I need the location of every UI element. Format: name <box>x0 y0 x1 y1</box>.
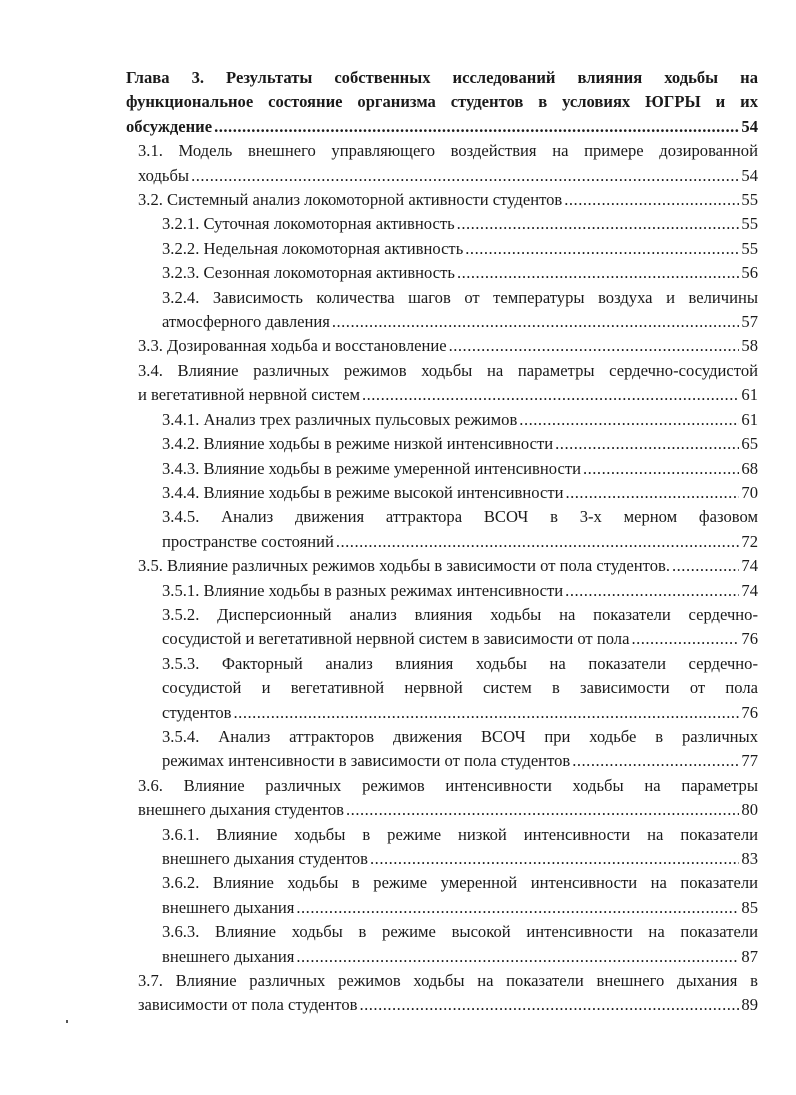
toc-entry-title: 3.5. Влияние различных режимов ходьбы в зависимости от пола студентов. <box>138 556 670 576</box>
toc-page-number: 54 <box>741 116 758 136</box>
toc-entry-title: пространстве состояний <box>162 531 334 551</box>
toc-entry-l1 <box>126 554 758 578</box>
toc-entry-wrapped-lines <box>138 359 758 383</box>
dot-leader <box>572 749 739 773</box>
toc-page-number: 65 <box>741 434 758 454</box>
toc-entry-line: сосудистой и вегетативной нервной систем в зависимости от пола <box>162 678 758 698</box>
toc-page-number: 61 <box>741 385 758 405</box>
toc-entry-last-line <box>162 457 758 481</box>
toc-entry-line: 3.7. Влияние различных режимов ходьбы на показатели внешнего дыхания в <box>138 971 758 991</box>
toc-entry-last-line <box>162 896 758 920</box>
toc-entry-last-line <box>162 237 758 261</box>
toc-entry-title: 3.3. Дозированная ходьба и восстановление <box>138 336 447 356</box>
toc-entry-last-line <box>162 310 758 334</box>
toc-entry-line: 3.6.2. Влияние ходьбы в режиме умеренной интенсивности на показатели <box>162 873 758 893</box>
toc-entry-l2 <box>126 237 758 261</box>
dot-leader <box>631 627 739 651</box>
toc-entry-last-line <box>162 945 758 969</box>
toc-entry-l1 <box>126 334 758 358</box>
dot-leader <box>370 847 739 871</box>
toc-entry-line: 3.2.4. Зависимость количества шагов от температуры воздуха и величины <box>162 287 758 307</box>
toc-page-number: 61 <box>741 409 758 429</box>
toc-entry-title: студентов <box>162 702 232 722</box>
toc-entry-line: Глава 3. Результаты собственных исследований влияния ходьбы на <box>126 68 758 87</box>
toc-page-number: 54 <box>741 165 758 185</box>
toc-page-number: 68 <box>741 458 758 478</box>
scan-speck <box>66 1020 68 1023</box>
dot-leader <box>362 383 739 407</box>
toc-entry-wrapped-lines <box>162 505 758 529</box>
toc-page-number: 55 <box>741 190 758 210</box>
toc-entry-title: внешнего дыхания <box>162 946 295 966</box>
toc-page-number: 56 <box>741 263 758 283</box>
toc-entry-line: 3.1. Модель внешнего управляющего воздействия на примере дозированной <box>138 141 758 161</box>
toc-entry-last-line <box>162 261 758 285</box>
toc-entry-l1 <box>126 359 758 408</box>
toc-entry-last-line <box>138 554 758 578</box>
dot-leader <box>214 115 739 139</box>
toc-entry-wrapped-lines <box>162 823 758 847</box>
toc-entry-wrapped-lines <box>126 66 758 115</box>
toc-entry-wrapped-lines <box>138 139 758 163</box>
toc-entry-l2 <box>126 481 758 505</box>
toc-page-number: 74 <box>741 556 758 576</box>
toc-page-number: 85 <box>741 897 758 917</box>
toc-page-number: 76 <box>741 702 758 722</box>
toc-entry-title: режимах интенсивности в зависимости от пола студентов <box>162 751 571 771</box>
toc-page-number: 87 <box>741 946 758 966</box>
toc-page-number: 72 <box>741 531 758 551</box>
toc-entry-l2 <box>126 920 758 969</box>
toc-page-number: 80 <box>741 800 758 820</box>
toc-entry-line: 3.5.4. Анализ аттракторов движения ВСОЧ при ходьбе в различных <box>162 726 758 746</box>
toc-entry-l2 <box>126 871 758 920</box>
toc-entry-chapter <box>126 66 758 139</box>
dot-leader <box>449 334 740 358</box>
toc-entry-wrapped-lines <box>162 603 758 627</box>
dot-leader <box>332 310 740 334</box>
toc-entry-title: 3.2.3. Сезонная локомоторная активность <box>162 263 455 283</box>
toc-entry-title: 3.5.1. Влияние ходьбы в разных режимах интенсивности <box>162 580 564 600</box>
toc-entry-last-line <box>162 212 758 236</box>
toc-page-number: 55 <box>741 238 758 258</box>
dot-leader <box>583 457 739 481</box>
dot-leader <box>359 993 739 1017</box>
dot-leader <box>296 945 739 969</box>
toc-entry-last-line <box>138 164 758 188</box>
dot-leader <box>191 164 739 188</box>
toc-entry-l2 <box>126 579 758 603</box>
toc-page-number: 83 <box>741 849 758 868</box>
toc-entry-title: 3.4.2. Влияние ходьбы в режиме низкой интенсивности <box>162 434 554 454</box>
toc-entry-l2 <box>126 823 758 872</box>
toc-entry-wrapped-lines <box>138 969 758 993</box>
toc-entry-last-line <box>162 481 758 505</box>
toc-entry-last-line <box>138 188 758 212</box>
toc-page-number: 76 <box>741 629 758 649</box>
toc-entry-line: 3.4. Влияние различных режимов ходьбы на параметры сердечно-сосудистой <box>138 360 758 380</box>
dot-leader <box>555 432 739 456</box>
toc-entry-l2 <box>126 212 758 236</box>
toc-entry-title: внешнего дыхания студентов <box>162 849 369 868</box>
toc-page-number: 57 <box>741 312 758 332</box>
toc-entry-l2 <box>126 261 758 285</box>
toc-entry-l2 <box>126 725 758 774</box>
toc-page-number: 70 <box>741 482 758 502</box>
table-of-contents <box>126 66 758 1018</box>
toc-entry-last-line <box>138 993 758 1017</box>
toc-entry-wrapped-lines <box>162 920 758 944</box>
toc-entry-title: зависимости от пола студентов <box>138 995 358 1015</box>
toc-entry-title: внешнего дыхания студентов <box>138 800 345 820</box>
dot-leader <box>565 579 739 603</box>
toc-entry-wrapped-lines <box>162 286 758 310</box>
toc-entry-line: 3.6.1. Влияние ходьбы в режиме низкой интенсивности на показатели <box>162 824 758 844</box>
toc-entry-line: функциональное состояние организма студентов в условиях ЮГРЫ и их <box>126 92 758 112</box>
toc-page-number: 74 <box>741 580 758 600</box>
toc-page-number: 77 <box>741 751 758 771</box>
toc-entry-title: 3.2.1. Суточная локомоторная активность <box>162 214 455 234</box>
dot-leader <box>564 188 739 212</box>
toc-entry-last-line <box>138 798 758 822</box>
toc-entry-title: и вегетативной нервной систем <box>138 385 360 405</box>
toc-entry-wrapped-lines <box>162 725 758 749</box>
dot-leader <box>519 408 739 432</box>
toc-entry-l2 <box>126 505 758 554</box>
toc-entry-title: 3.4.1. Анализ трех различных пульсовых режимов <box>162 409 518 429</box>
toc-entry-title: 3.4.3. Влияние ходьбы в режиме умеренной интенсивности <box>162 458 581 478</box>
toc-entry-l2 <box>126 457 758 481</box>
toc-entry-title: 3.2.2. Недельная локомоторная активность <box>162 238 464 258</box>
toc-page-number: 55 <box>741 214 758 234</box>
toc-page-number: 58 <box>741 336 758 356</box>
toc-entry-l1 <box>126 188 758 212</box>
toc-entry-l1 <box>126 774 758 823</box>
toc-entry-last-line <box>138 334 758 358</box>
toc-entry-line: 3.6. Влияние различных режимов интенсивности ходьбы на параметры <box>138 775 758 795</box>
toc-entry-last-line <box>162 749 758 773</box>
toc-entry-last-line <box>162 408 758 432</box>
toc-entry-last-line <box>162 432 758 456</box>
dot-leader <box>565 481 739 505</box>
dot-leader <box>336 530 740 554</box>
toc-entry-line: 3.5.2. Дисперсионный анализ влияния ходьбы на показатели сердечно- <box>162 604 758 624</box>
toc-entry-line: 3.4.5. Анализ движения аттрактора ВСОЧ в 3-х мерном фазовом <box>162 507 758 527</box>
dot-leader <box>457 261 739 285</box>
toc-entry-wrapped-lines <box>138 774 758 798</box>
toc-entry-wrapped-lines <box>162 652 758 701</box>
toc-entry-l1 <box>126 969 758 1018</box>
toc-entry-last-line <box>162 530 758 554</box>
dot-leader <box>234 701 740 725</box>
dot-leader <box>457 212 740 236</box>
toc-entry-title: внешнего дыхания <box>162 897 295 917</box>
toc-entry-last-line <box>162 847 758 871</box>
toc-entry-line: 3.6.3. Влияние ходьбы в режиме высокой интенсивности на показатели <box>162 922 758 942</box>
dot-leader <box>672 554 739 578</box>
toc-entry-l1 <box>126 139 758 188</box>
toc-entry-wrapped-lines <box>162 871 758 895</box>
dot-leader <box>346 798 739 822</box>
toc-entry-title: сосудистой и вегетативной нервной систем в зависимости от пола <box>162 629 630 649</box>
toc-entry-line: 3.5.3. Факторный анализ влияния ходьбы на показатели сердечно- <box>162 653 758 673</box>
toc-entry-last-line <box>162 701 758 725</box>
toc-entry-last-line <box>126 115 758 139</box>
toc-entry-l2 <box>126 603 758 652</box>
dot-leader <box>296 896 739 920</box>
toc-entry-l2 <box>126 432 758 456</box>
toc-entry-l2 <box>126 408 758 432</box>
toc-entry-title: 3.2. Системный анализ локомоторной активности студентов <box>138 190 563 210</box>
toc-entry-title: ходьбы <box>138 165 190 185</box>
toc-entry-title: 3.4.4. Влияние ходьбы в режиме высокой интенсивности <box>162 482 564 502</box>
toc-entry-l2 <box>126 286 758 335</box>
toc-entry-last-line <box>162 579 758 603</box>
toc-entry-last-line <box>138 383 758 407</box>
toc-entry-title: атмосферного давления <box>162 312 330 332</box>
toc-page-number: 89 <box>741 995 758 1015</box>
dot-leader <box>465 237 739 261</box>
toc-entry-title: обсуждение <box>126 116 213 136</box>
toc-entry-last-line <box>162 627 758 651</box>
toc-entry-l2 <box>126 652 758 725</box>
